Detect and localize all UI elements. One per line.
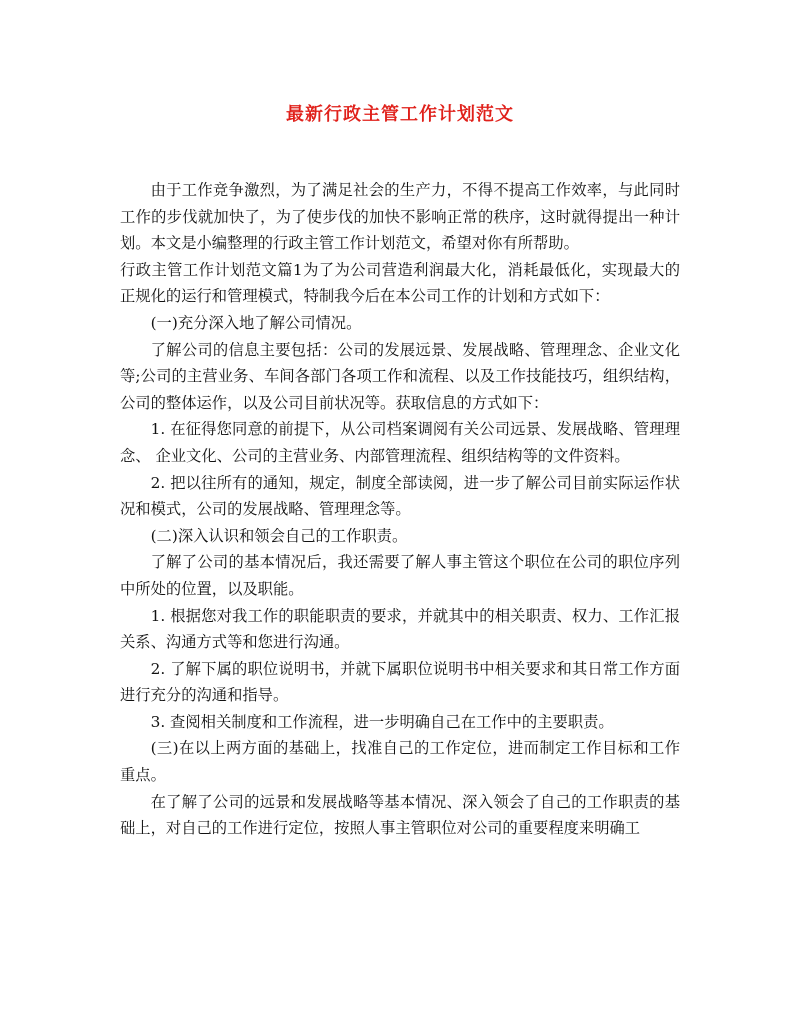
list-item: 3. 查阅相关制度和工作流程，进一步明确自己在工作中的主要职责。	[150, 712, 614, 731]
article-heading-paragraph	[120, 257, 680, 310]
document-title: 最新行政主管工作计划范文	[286, 104, 514, 125]
section-2-heading: (二)深入认识和领会自己的工作职责。	[150, 526, 408, 545]
body-paragraph: 在了解了公司的远景和发展战略等基本情况、深入领会了自己的工作职责的基础上，对自己的工作进行定位，按照人事主管职位对公司的重要程度来明确工	[120, 792, 680, 838]
article-heading: 行政主管工作计划范文篇1	[120, 260, 303, 279]
body-paragraph: 了解了公司的基本情况后，我还需要了解人事主管这个职位在公司的职位序列中所处的位置，以及职能。	[120, 553, 680, 598]
section-1-heading: (一)充分深入地了解公司情况。	[150, 313, 362, 332]
article-lead: 为了为公司营造利润最大化，消耗最低化，实现最大的正规化的运行和管理模式，特制我今后在本公司工作的计划和方式如下：	[120, 260, 680, 306]
document-body	[120, 177, 680, 842]
body-paragraph: 了解公司的信息主要包括：公司的发展远景、发展战略、管理理念、企业文化等;公司的主营业务、车间各部门各项工作和流程、以及工作技能技巧，组织结构，公司的整体运作，以及公司目前状况等。获取信息的方式如下：	[120, 340, 680, 412]
list-item: 1. 在征得您同意的前提下，从公司档案调阅有关公司远景、发展战略、管理理念、 企业文化、公司的主营业务、内部管理流程、组织结构等的文件资料。	[120, 420, 680, 465]
list-item: 2. 了解下属的职位说明书，并就下属职位说明书中相关要求和其日常工作方面进行充分的沟通和指导。	[120, 659, 680, 705]
section-3-heading: (三)在以上两方面的基础上，找准自己的工作定位，进而制定工作目标和工作重点。	[120, 739, 680, 785]
list-item: 2. 把以往所有的通知，规定，制度全部读阅，进一步了解公司目前实际运作状况和模式，公司的发展战略、管理理念等。	[120, 473, 680, 519]
list-item: 1. 根据您对我工作的职能职责的要求，并就其中的相关职责、权力、工作汇报关系、沟通方式等和您进行沟通。	[120, 606, 680, 652]
intro-paragraph: 由于工作竞争激烈，为了满足社会的生产力，不得不提高工作效率，与此同时工作的步伐就加快了，为了使步伐的加快不影响正常的秩序，这时就得提出一种计划。本文是小编整理的行政主管工作计划范文，希望对你有所帮助。	[120, 181, 680, 253]
